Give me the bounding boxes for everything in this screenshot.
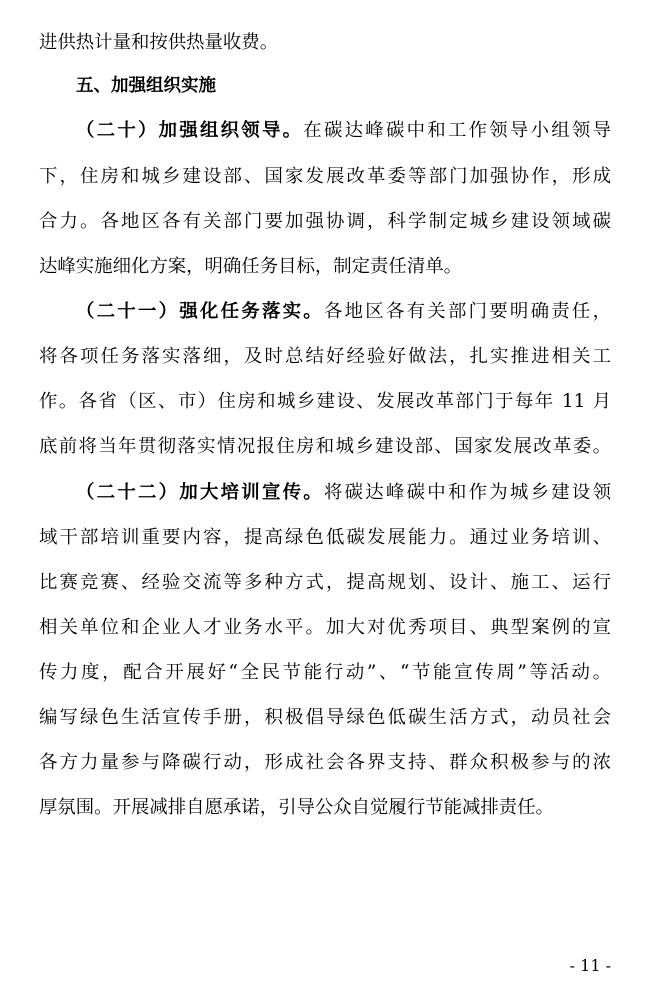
paragraph-line: 底前将当年贯彻落实情况报住房和城乡建设部、国家发展改革委。	[39, 436, 611, 457]
paragraph-first-line	[76, 476, 611, 510]
paragraph-line: 比赛竞赛、经验交流等多种方式，提高规划、设计、施工、运行	[39, 572, 611, 593]
paragraph-first-line	[76, 295, 611, 329]
paragraph-line: 各方力量参与降碳行动，形成社会各界支持、群众积极参与的浓	[39, 752, 611, 773]
paragraph-line-text: 将碳达峰碳中和作为城乡建设领	[323, 482, 611, 503]
paragraph-lead-title: （二十一）强化任务落实。	[76, 301, 324, 322]
paragraph-line: 达峰实施细化方案，明确任务目标，制定责任清单。	[39, 256, 462, 277]
page-number: - 11 -	[569, 956, 611, 975]
paragraph-line: 域干部培训重要内容，提高绿色低碳发展能力。通过业务培训、	[39, 527, 611, 548]
paragraph-line-text: 在碳达峰碳中和工作领导小组领导	[303, 120, 611, 141]
section-heading: 五、加强组织实施	[76, 76, 216, 96]
paragraph-line: 合力。各地区各有关部门要加强协调，科学制定城乡建设领域碳	[39, 211, 611, 232]
paragraph-line: 编写绿色生活宣传手册，积极倡导绿色低碳生活方式，动员社会	[39, 707, 611, 728]
paragraph-line: 作。各省（区、市）住房和城乡建设、发展改革部门于每年 11 月	[39, 391, 611, 412]
paragraph-line: 传力度，配合开展好“全民节能行动”、“节能宣传周”等活动。	[39, 662, 611, 683]
paragraph-line: 下，住房和城乡建设部、国家发展改革委等部门加强协作，形成	[39, 166, 611, 187]
paragraph-line: 进供热计量和按供热量收费。	[39, 32, 279, 53]
paragraph-first-line	[76, 114, 611, 148]
paragraph-line: 厚氛围。开展减排自愿承诺，引导公众自觉履行节能减排责任。	[39, 797, 554, 818]
paragraph-lead-title: （二十）加强组织领导。	[76, 120, 304, 141]
paragraph-line-text: 各地区各有关部门要明确责任，	[323, 301, 611, 322]
paragraph-line: 相关单位和企业人才业务水平。加大对优秀项目、典型案例的宣	[39, 617, 611, 638]
paragraph-lead-title: （二十二）加大培训宣传。	[76, 482, 324, 503]
paragraph-line: 将各项任务落实落细，及时总结好经验好做法，扎实推进相关工	[39, 346, 611, 367]
